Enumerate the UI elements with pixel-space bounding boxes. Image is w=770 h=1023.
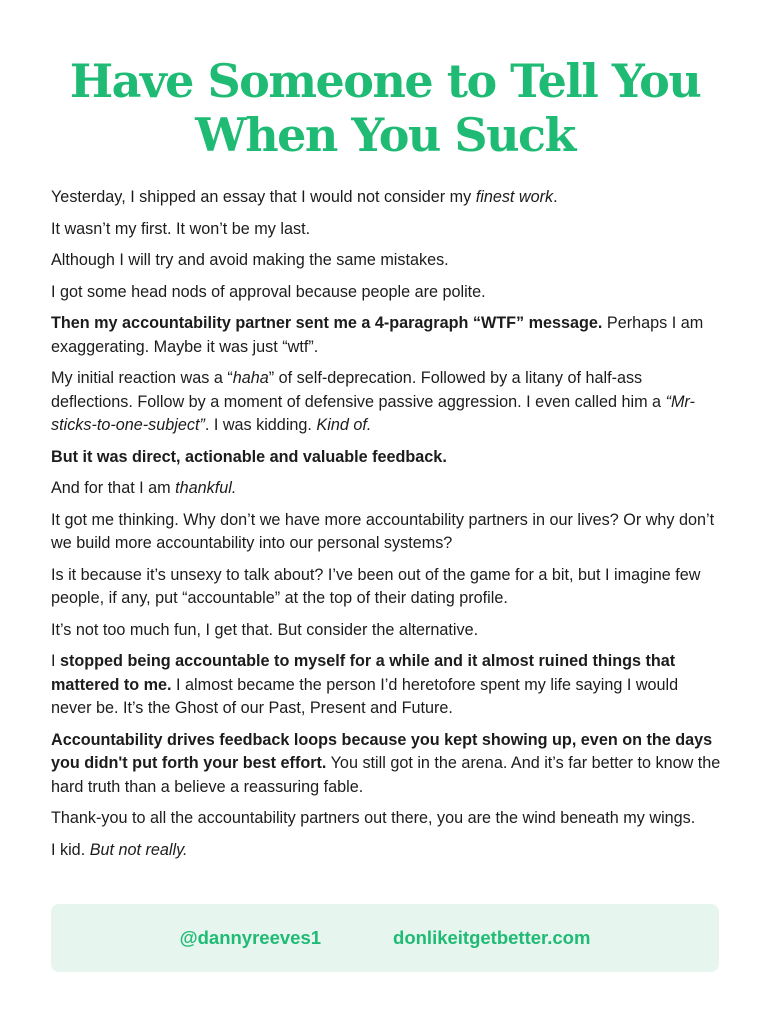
emphasis: thankful. <box>175 479 237 497</box>
bold-text: Then my accountability partner sent me a 4-paragraph “WTF” message. <box>51 314 603 332</box>
emphasis: Kind of. <box>316 416 372 434</box>
paragraph-6 <box>51 367 723 438</box>
text: Perhaps I am exaggerating. Maybe it was just “wtf”. <box>51 314 704 356</box>
text: Yesterday, I shipped an essay that I would not consider my <box>51 188 476 206</box>
text: You still got in the arena. And it’s far better to know the hard truth than a believe a reassuring fable. <box>51 754 721 796</box>
essay-body <box>51 186 723 870</box>
paragraph-1 <box>51 186 723 210</box>
text: ” of self-deprecation. Followed by a litany of half-ass deflections. Follow by a moment of defensive passive aggression. I even called him a <box>51 369 666 411</box>
emphasis: finest work <box>475 188 554 206</box>
text: And for that I am <box>51 479 176 497</box>
social-handle-link[interactable]: @dannyreeves1 <box>179 927 322 948</box>
paragraph-12 <box>51 650 723 721</box>
paragraph-11: It’s not too much fun, I get that. But consider the alternative. <box>51 620 479 639</box>
text: . I was kidding. <box>204 416 317 434</box>
paragraph-14: Thank-you to all the accountability partners out there, you are the wind beneath my wings. <box>51 809 696 827</box>
title-line-1: Have Someone to Tell You <box>69 54 701 108</box>
paragraph-4: I got some head nods of approval because people are polite. <box>51 282 486 301</box>
emphasis: But not really. <box>89 840 188 859</box>
emphasis: haha <box>232 369 269 387</box>
paragraph-7 <box>51 446 723 470</box>
paragraph-9: It got me thinking. Why don’t we have more accountability partners in our lives? Or why don’t we build more accountability into our personal systems? <box>51 510 715 552</box>
text: I <box>51 652 60 670</box>
page-title <box>0 54 770 162</box>
footer-banner <box>51 904 719 972</box>
paragraph-2: It wasn’t my first. It won’t be my last. <box>51 219 311 238</box>
text: I kid. <box>51 840 90 859</box>
paragraph-8 <box>51 477 723 501</box>
website-link[interactable]: donlikeitgetbetter.com <box>393 927 591 948</box>
title-line-2: When You Suck <box>195 108 575 162</box>
paragraph-5 <box>51 312 723 359</box>
bold-text: stopped being accountable to myself for a while and it almost ruined things that mattered to me. <box>51 652 676 694</box>
bold-text: Accountability drives feedback loops because you kept showing up, even on the days you didn't put forth your best effort. <box>51 730 713 772</box>
text: My initial reaction was a “ <box>51 369 233 387</box>
text: . <box>553 188 558 206</box>
emphasis: “Mr-sticks-to-one-subject” <box>51 392 695 434</box>
paragraph-13 <box>51 729 723 800</box>
paragraph-3: Although I will try and avoid making the same mistakes. <box>51 251 449 269</box>
text: I almost became the person I’d heretofore spent my life saying I would never be. It’s the Ghost of our Past, Present and Future. <box>51 675 679 717</box>
paragraph-15 <box>51 839 723 863</box>
bold-text: But it was direct, actionable and valuable feedback. <box>51 447 447 466</box>
paragraph-10: Is it because it’s unsexy to talk about? I’ve been out of the game for a bit, but I imagine few people, if any, put “accountable” at the top of their dating profile. <box>51 565 701 607</box>
